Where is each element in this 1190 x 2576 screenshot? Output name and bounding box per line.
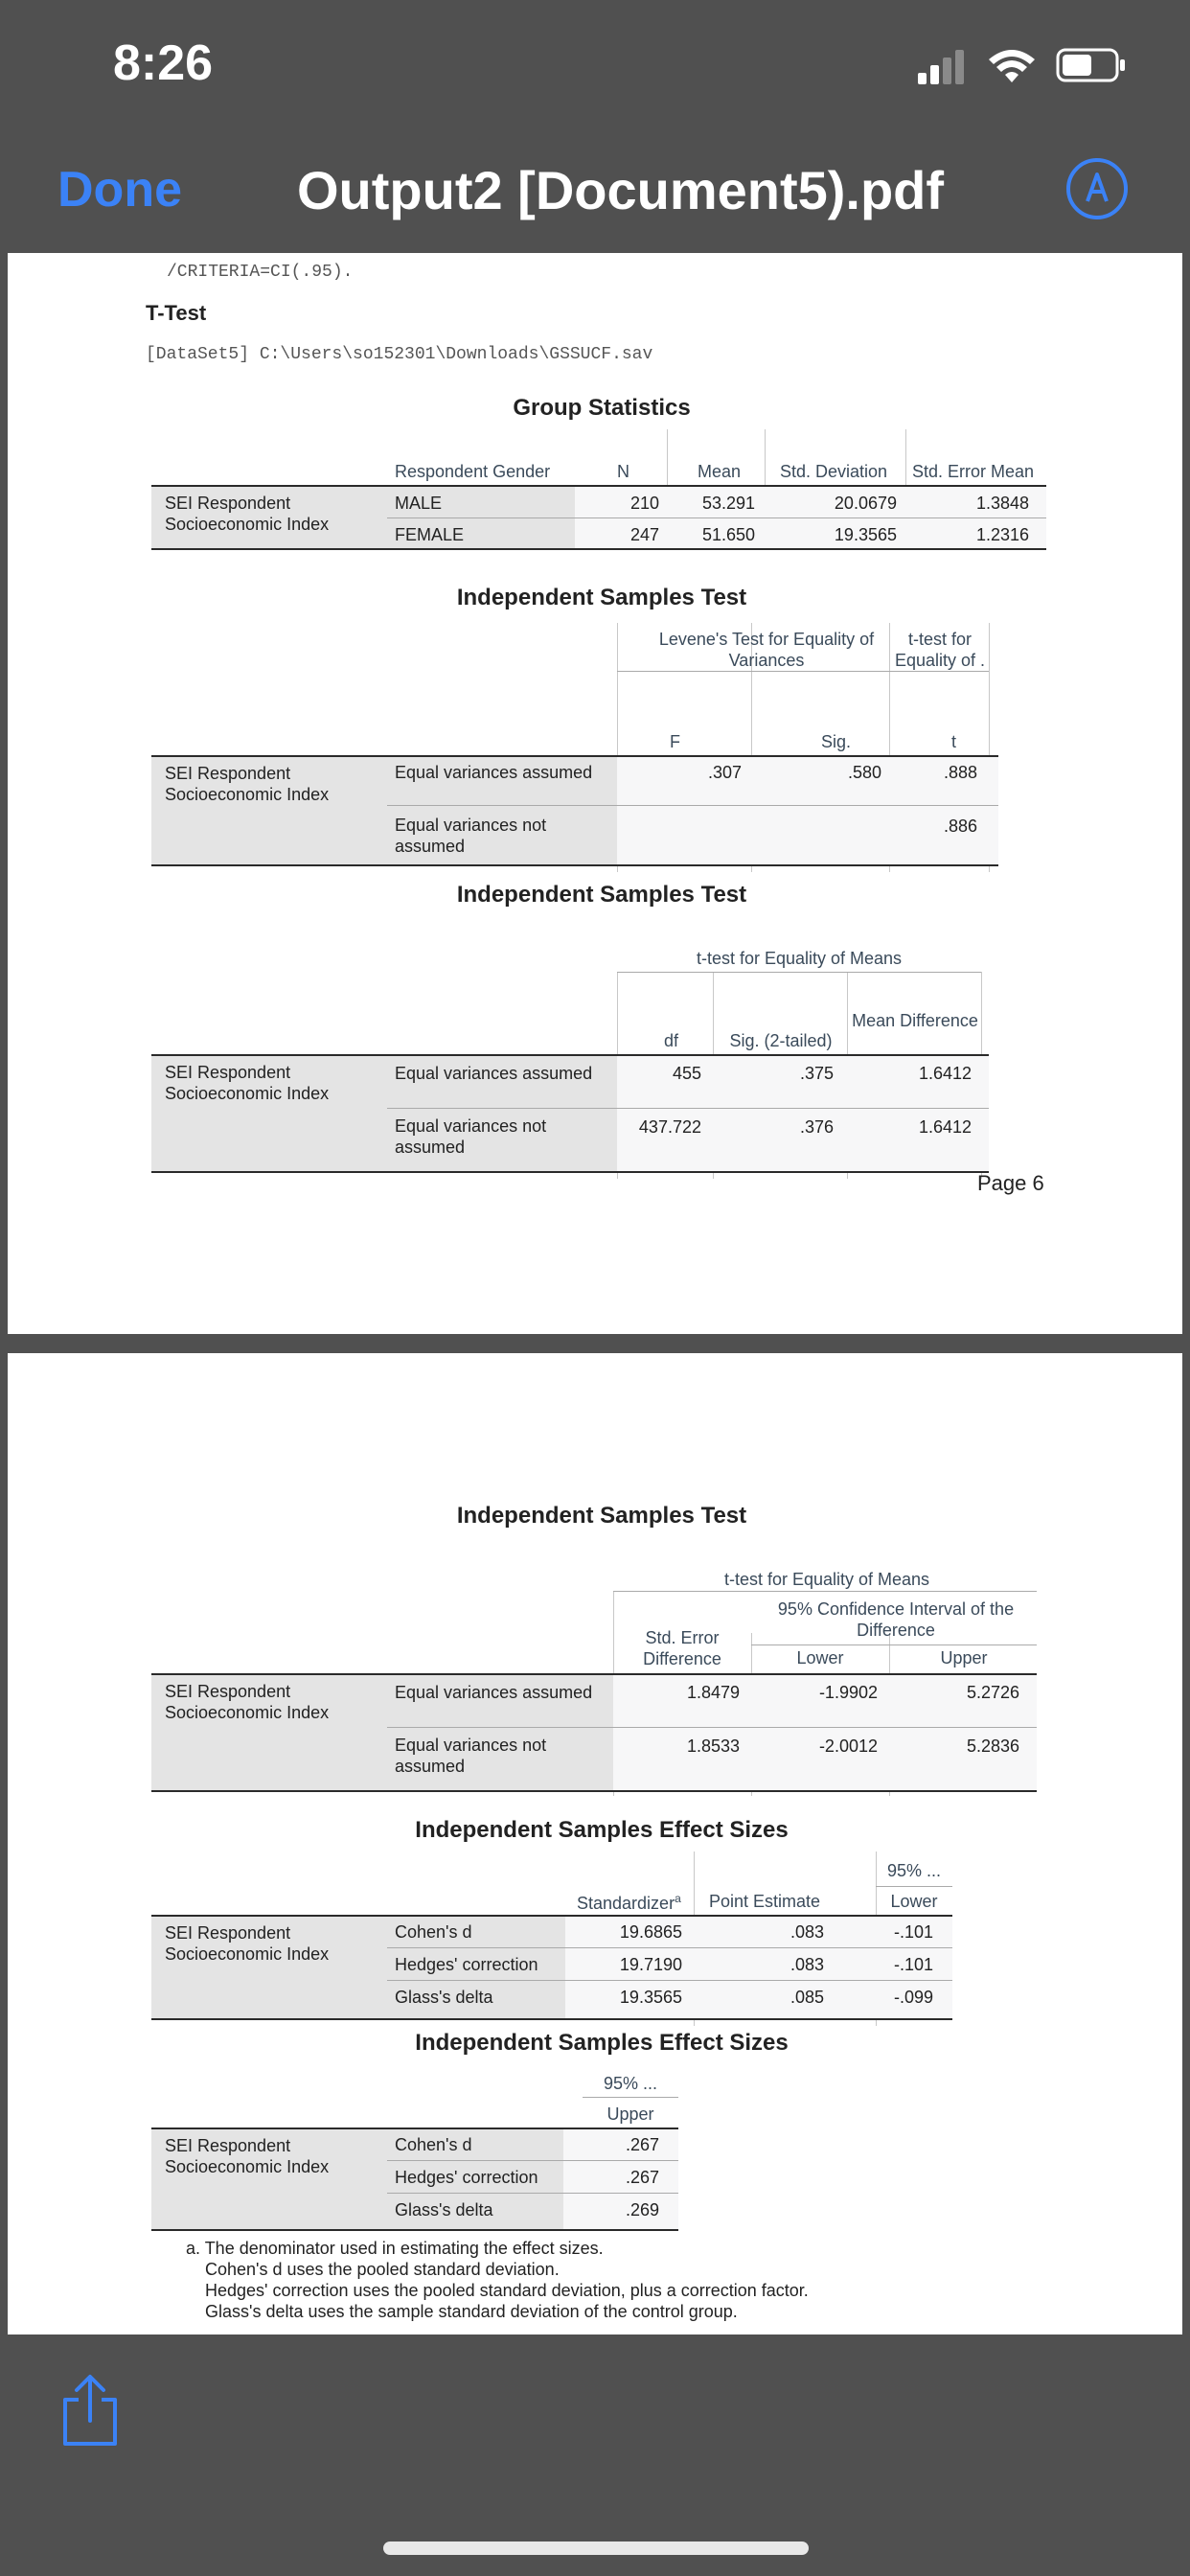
row-label: Equal variances assumed (395, 1683, 593, 1702)
variable-label: SEI Respondent Socioeconomic Index (165, 2136, 330, 2176)
column-header: F (670, 732, 680, 751)
bottom-toolbar (0, 2334, 1190, 2576)
row-label: Hedges' correction (395, 1955, 538, 1974)
variable-label: SEI Respondent Socioeconomic Index (165, 764, 330, 804)
column-header: t (950, 732, 956, 751)
table-title: Independent Samples Test (456, 1503, 747, 1529)
status-icons (904, 42, 1134, 90)
footnote-marker: a (675, 1892, 681, 1905)
table-title: Independent Samples Test (456, 585, 747, 610)
cell-point-estimate: .083 (790, 1955, 824, 1974)
variable-label: SEI Respondent Socioeconomic Index (165, 1923, 330, 1964)
cell-f: .307 (707, 763, 742, 782)
column-header: Point Estimate (709, 1892, 821, 1911)
column-header: Respondent Gender (395, 462, 551, 481)
row-label: Cohen's d (395, 2135, 472, 2154)
cell-standardizer: 19.3565 (619, 1988, 682, 2007)
cell-mean: 53.291 (701, 494, 755, 513)
status-bar (0, 0, 1190, 134)
row-label: Equal variances not assumed (395, 1116, 547, 1157)
footnote: Glass's delta uses the sample standard deviation of the control group. (205, 2302, 738, 2321)
page-number: Page 6 (977, 1171, 1044, 1195)
cell-lower: -2.0012 (818, 1736, 878, 1756)
row-label: Hedges' correction (395, 2168, 538, 2187)
done-button[interactable]: Done (57, 162, 182, 218)
cellular-signal-icon (918, 50, 964, 84)
variable-label: SEI Respondent Socioeconomic Index (165, 494, 330, 534)
ci-group-header: 95% ... (886, 1861, 942, 1880)
table-title: Independent Samples Effect Sizes (415, 2030, 789, 2056)
cell-upper: .269 (625, 2200, 659, 2220)
column-header: Std. Error Mean (912, 462, 1035, 481)
levene-group-header: Levene's Test for Equality of Variances (658, 630, 875, 670)
cell-df: 455 (672, 1064, 701, 1083)
cell-se: 1.3848 (975, 494, 1029, 513)
cell-point-estimate: .085 (790, 1988, 824, 2007)
battery-icon (1058, 50, 1125, 80)
row-label: Cohen's d (395, 1922, 472, 1942)
cell-sd: 20.0679 (834, 494, 897, 513)
cell-mean-diff: 1.6412 (918, 1064, 972, 1083)
cell-mean: 51.650 (701, 525, 755, 544)
markup-icon[interactable] (1065, 157, 1129, 220)
cell-standardizer: 19.7190 (619, 1955, 682, 1974)
variable-label: SEI Respondent Socioeconomic Index (165, 1682, 330, 1722)
cell-lower: -.099 (893, 1988, 933, 2007)
cell-t: .888 (943, 763, 977, 782)
column-header: Std. Error Difference (643, 1628, 721, 1668)
ci-group-header: 95% Confidence Interval of the Difference (777, 1599, 1015, 1640)
cell-point-estimate: .083 (790, 1922, 824, 1942)
home-indicator[interactable] (383, 2542, 809, 2555)
column-header: Sig. (2-tailed) (729, 1031, 833, 1050)
column-header: Mean Difference (852, 1011, 978, 1030)
row-label: Equal variances assumed (395, 763, 593, 782)
cell-standardizer: 19.6865 (619, 1922, 682, 1942)
cell-upper: .267 (625, 2135, 659, 2154)
cell-n: 247 (629, 525, 659, 544)
share-icon[interactable] (59, 2373, 121, 2450)
cell-lower: -.101 (893, 1922, 933, 1942)
cell-sig: .375 (799, 1064, 834, 1083)
table-title: Group Statistics (513, 395, 691, 421)
nav-bar (0, 134, 1190, 253)
cell-sd: 19.3565 (834, 525, 897, 544)
table-title: Independent Samples Test (456, 882, 747, 908)
criteria-syntax: /CRITERIA=CI(.95). (167, 263, 354, 282)
row-label: FEMALE (395, 525, 465, 544)
column-header: df (663, 1031, 678, 1050)
footnote: a. The denominator used in estimating the effect sizes. (186, 2239, 604, 2258)
section-heading: T-Test (146, 301, 207, 325)
row-label: Glass's delta (395, 1988, 493, 2007)
status-time: 8:26 (113, 35, 214, 91)
ttest-group-header: t-test for Equality of Means (723, 1570, 930, 1589)
row-label: Equal variances not assumed (395, 816, 547, 856)
column-header: Lower (890, 1892, 938, 1911)
cell-lower: -1.9902 (818, 1683, 878, 1702)
table-title: Independent Samples Effect Sizes (415, 1817, 789, 1843)
ttest-group-header: t-test for Equality of Means (696, 949, 903, 968)
row-label: MALE (395, 494, 443, 513)
column-header: Sig. (820, 732, 851, 751)
cell-upper: .267 (625, 2168, 659, 2187)
row-label: Equal variances assumed (395, 1064, 593, 1083)
cell-sig: .580 (847, 763, 881, 782)
cell-se-diff: 1.8479 (686, 1683, 740, 1702)
footnote: Hedges' correction uses the pooled standard deviation, plus a correction factor. (205, 2281, 809, 2300)
cell-se-diff: 1.8533 (686, 1736, 740, 1756)
row-label: Equal variances not assumed (395, 1736, 547, 1776)
column-header: N (617, 462, 629, 481)
cell-df: 437.722 (638, 1117, 701, 1137)
column-header: Upper (940, 1648, 988, 1668)
pdf-page-7 (8, 1353, 1182, 2334)
footnote: Cohen's d uses the pooled standard deviation. (205, 2260, 560, 2279)
cell-upper: 5.2726 (966, 1683, 1019, 1702)
pdf-page-6 (8, 253, 1182, 1334)
ci-group-header: 95% ... (603, 2074, 658, 2093)
dataset-path: [DataSet5] C:\Users\so152301\Downloads\GSSUCF.sav (146, 345, 653, 364)
row-label: Glass's delta (395, 2200, 493, 2220)
column-header: Standardizer$^a$ (577, 1892, 681, 1913)
variable-label: SEI Respondent Socioeconomic Index (165, 1063, 330, 1103)
cell-mean-diff: 1.6412 (918, 1117, 972, 1137)
cell-se: 1.2316 (975, 525, 1029, 544)
column-header: Mean (698, 462, 742, 481)
wifi-icon (989, 50, 1035, 82)
column-header: Upper (606, 2104, 654, 2124)
document-title: Output2 [Document5).pdf (297, 160, 945, 220)
cell-sig: .376 (799, 1117, 834, 1137)
cell-n: 210 (629, 494, 659, 513)
column-header: Lower (796, 1648, 844, 1668)
column-header: Std. Deviation (780, 462, 888, 481)
cell-lower: -.101 (893, 1955, 933, 1974)
cell-upper: 5.2836 (966, 1736, 1019, 1756)
ttest-group-header: t-test for Equality of . (894, 630, 986, 670)
cell-t: .886 (943, 816, 977, 836)
